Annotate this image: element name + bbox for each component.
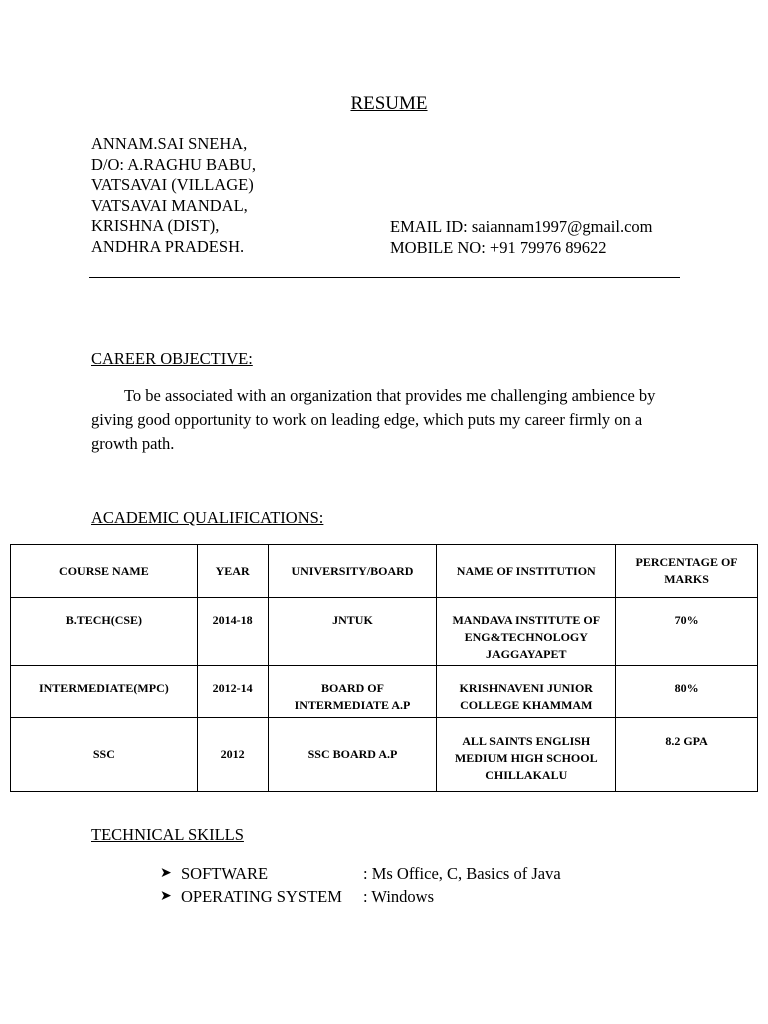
table-row (11, 718, 758, 792)
table-cell: SSC (11, 718, 198, 792)
academic-table (10, 544, 758, 792)
address-line: KRISHNA (DIST), (91, 216, 220, 236)
table-cell: 2014-18 (197, 598, 268, 666)
table-cell: BOARD OF INTERMEDIATE A.P (268, 666, 437, 718)
table-cell: 2012-14 (197, 666, 268, 718)
email-text: EMAIL ID: saiannam1997@gmail.com (390, 217, 653, 236)
address-line: VATSAVAI (VILLAGE) (91, 175, 254, 195)
address-line: D/O: A.RAGHU BABU, (91, 154, 257, 174)
column-header: PERCENTAGE OF MARKS (616, 545, 758, 598)
column-header: YEAR (197, 545, 268, 598)
table-row (11, 666, 758, 718)
contact-block (390, 217, 653, 258)
table-cell: KRISHNAVENI JUNIOR COLLEGE KHAMMAM (437, 666, 616, 718)
address-block (91, 134, 256, 258)
skill-value: : Ms Office, C, Basics of Java (363, 864, 561, 883)
address-line: ANDHRA PRADESH. (91, 236, 245, 256)
arrow-bullet-icon: ➤ (160, 889, 172, 904)
table-cell: JNTUK (268, 598, 437, 666)
table-cell: INTERMEDIATE(MPC) (11, 666, 198, 718)
table-cell: SSC BOARD A.P (268, 718, 437, 792)
career-objective-text (91, 384, 681, 456)
table-cell: MANDAVA INSTITUTE OF ENG&TECHNOLOGY JAGGAYAPET (437, 598, 616, 666)
table-cell: 70% (616, 598, 758, 666)
table-cell: ALL SAINTS ENGLISH MEDIUM HIGH SCHOOL CHILLAKALU (437, 718, 616, 792)
table-row (11, 598, 758, 666)
table-cell: 80% (616, 666, 758, 718)
table-cell: 2012 (197, 718, 268, 792)
column-header: UNIVERSITY/BOARD (268, 545, 437, 598)
academic-heading: ACADEMIC QUALIFICATIONS: (91, 508, 324, 527)
address-line: ANNAM.SAI SNEHA, (91, 134, 248, 153)
table-cell: B.TECH(CSE) (11, 598, 198, 666)
page-title: RESUME (350, 93, 428, 114)
address-line: VATSAVAI MANDAL, (91, 195, 248, 215)
table-cell: 8.2 GPA (616, 718, 758, 792)
skill-name: OPERATING SYSTEM (181, 887, 342, 906)
table-header-row (11, 545, 758, 598)
column-header: NAME OF INSTITUTION (437, 545, 616, 598)
career-objective-heading: CAREER OBJECTIVE: (91, 349, 253, 368)
mobile-text: MOBILE NO: +91 79976 89622 (390, 237, 607, 257)
header-divider (89, 277, 680, 278)
technical-skills-heading: TECHNICAL SKILLS (91, 825, 244, 844)
skill-value: : Windows (363, 887, 434, 906)
arrow-bullet-icon: ➤ (160, 866, 172, 881)
skill-name: SOFTWARE (181, 864, 269, 883)
column-header: COURSE NAME (11, 545, 198, 598)
career-objective-body: To be associated with an organization that provides me challenging ambience by giving good opportunity to work on leading edge, which puts my career firmly on a growth path. (91, 386, 656, 453)
